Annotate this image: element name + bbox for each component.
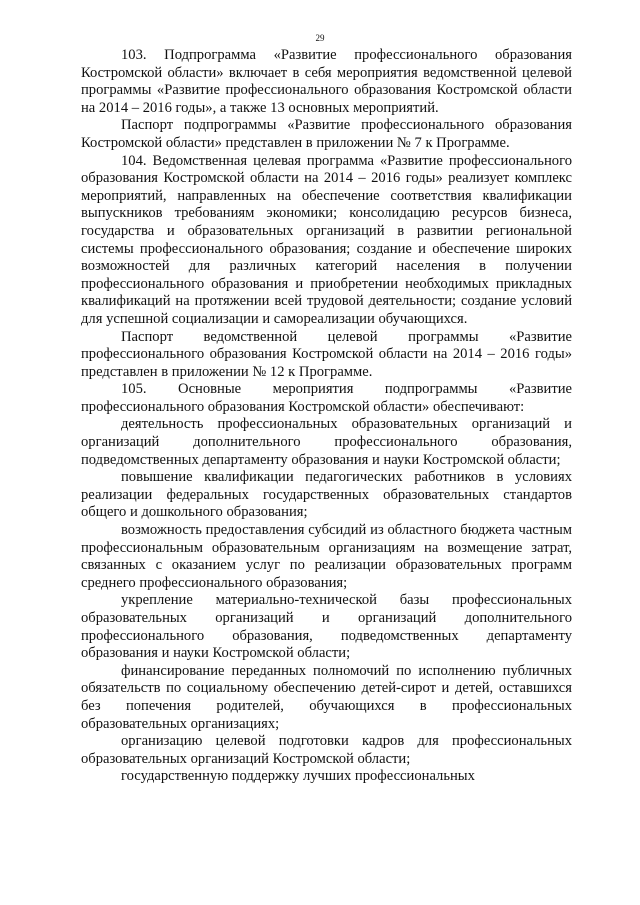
- paragraph-passport-subprogram: Паспорт подпрограммы «Развитие профессионального образования Костромской области» представлен в приложении № 7 к Программе.: [81, 117, 572, 151]
- list-item-material-base: укрепление материально-технической базы профессиональных образовательных организаций и организаций дополнительного профессионального образования, подведомственных департаменту образования и науки Костромской области;: [81, 592, 572, 662]
- list-item-state-support: государственную поддержку лучших профессиональных: [121, 768, 475, 785]
- paragraph-105: 105. Основные мероприятия подпрограммы «Развитие профессионального образования Костромской области» обеспечивают:: [81, 381, 572, 415]
- paragraph-104: 104. Ведомственная целевая программа «Развитие профессионального образования Костромской области на 2014 – 2016 годы» реализует комплекс мероприятий, направленных на обеспечение соответствия квалификации выпускников требованиям экономики; консолидацию ресурсов бизнеса, государства и образовательных организаций в развитии региональной системы профессионального образования; создание и обеспечение широких возможностей для различных категорий населения в получении профессионального образования и приобретении необходимых прикладных квалификаций на протяжении всей трудовой деятельности; создание условий для успешной социализации и самореализации обучающихся.: [81, 152, 572, 327]
- document-body: [81, 47, 572, 786]
- list-item-subsidies: возможность предоставления субсидий из областного бюджета частным профессиональным образовательным организациям на возмещение затрат, связанных с оказанием услуг по реализации образовательных программ среднего профессионального образования;: [81, 522, 572, 591]
- page-number: 29: [315, 33, 325, 43]
- list-item-financing: финансирование переданных полномочий по исполнению публичных обязательств по социальному обеспечению детей-сирот и детей, оставшихся без попечения родителей, обучающихся в профессиональных образовательных организациях;: [81, 662, 572, 732]
- list-item-target-training: организацию целевой подготовки кадров для профессиональных образовательных организаций Костромской области;: [81, 733, 572, 767]
- list-item-qualification: повышение квалификации педагогических работников в условиях реализации федеральных государственных образовательных стандартов общего и дошкольного образования;: [81, 469, 572, 521]
- paragraph-passport-target-program: Паспорт ведомственной целевой программы «Развитие профессионального образования Костромской области на 2014 – 2016 годы» представлен в приложении № 12 к Программе.: [81, 328, 572, 380]
- list-item-activities: деятельность профессиональных образовательных организаций и организаций дополнительного профессионального образования, подведомственных департаменту образования и науки Костромской области;: [81, 416, 572, 468]
- paragraph-103: 103. Подпрограмма «Развитие профессионального образования Костромской области» включает в себя мероприятия ведомственной целевой программы «Развитие профессионального образования Костромской области на 2014 – 2016 годы», а также 13 основных мероприятий.: [81, 47, 572, 116]
